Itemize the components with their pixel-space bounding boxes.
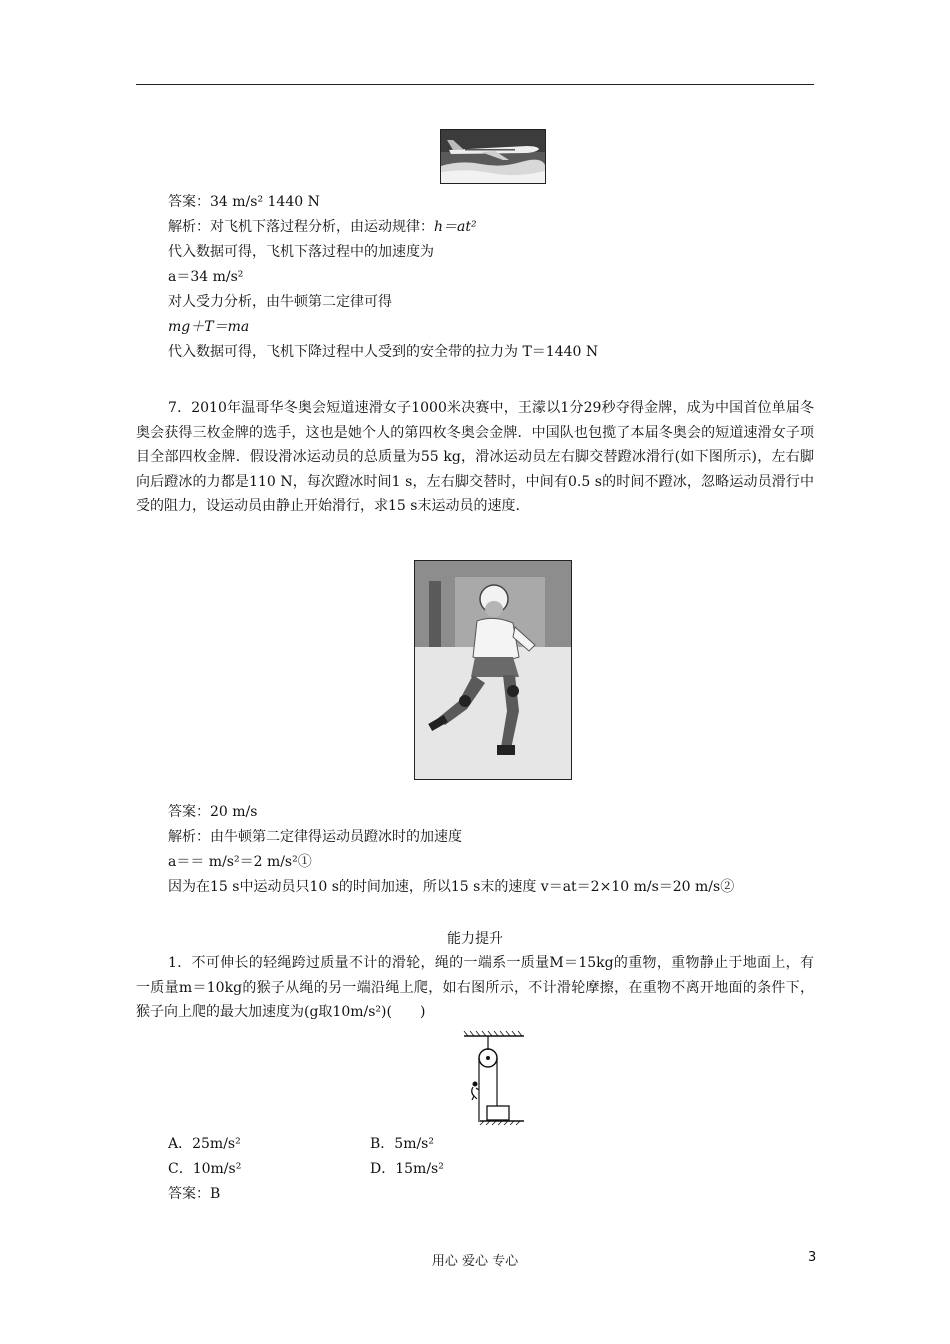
footer-text: 用心 爱心 专心 — [431, 1254, 519, 1269]
option-d: D．15m/s² — [370, 1161, 444, 1177]
q6-answer: 答案：34 m/s² 1440 N — [168, 194, 320, 210]
section-title: 能力提升 — [447, 931, 503, 947]
q6-analysis-3: a＝34 m/s² — [168, 269, 244, 285]
q6-analysis-1-text: 解析：对飞机下落过程分析，由运动规律： — [168, 219, 434, 235]
option-b: B．5m/s² — [370, 1136, 434, 1152]
q6-formula-force: mg＋T＝ma — [168, 319, 250, 335]
q6-analysis-2: 代入数据可得，飞机下落过程中的加速度为 — [168, 244, 434, 260]
q7-answer: 答案：20 m/s — [168, 804, 258, 820]
q6-analysis-5 — [168, 317, 249, 337]
page-number: 3 — [808, 1250, 817, 1265]
q7-question: 7．2010年温哥华冬奥会短道速滑女子1000米决赛中，王濛以1分29秒夺得金牌，成为中国首位单届冬奥会获得三枚金牌的选手，这也是她个人的第四枚冬奥会金牌．中国队也包揽了本届冬奥会的短道速滑女子项目全部四枚金牌．假设滑冰运动员的总质量为55 kg，滑冰运动员左右脚交替蹬冰滑行(如下图所示)，左右脚向后蹬冰的力都是110 N，每次蹬冰时间1 s，左右脚交替时，中间有0.5 s的时间不蹬冰，忽略运动员滑行中受的阻力，设运动员由静止开始滑行，求15 s末运动员的速度． — [136, 400, 814, 514]
q6-formula-h: h＝at² — [434, 219, 477, 235]
q6-analysis-1 — [168, 217, 477, 237]
q7-analysis-2: a＝＝ m/s²＝2 m/s²① — [168, 854, 312, 870]
header-rule — [136, 84, 814, 85]
p1-answer: 答案：B — [168, 1186, 221, 1202]
q6-analysis-4: 对人受力分析，由牛顿第二定律可得 — [168, 294, 392, 310]
option-c: C．10m/s² — [168, 1161, 242, 1177]
q7-analysis-1: 解析：由牛顿第二定律得运动员蹬冰时的加速度 — [168, 829, 462, 845]
p1-question: 1．不可伸长的轻绳跨过质量不计的滑轮，绳的一端系一质量M＝15kg的重物，重物静止于地面上，有一质量m＝10kg的猴子从绳的另一端沿绳上爬，如右图所示，不计滑轮摩擦，在重物不离开地面的条件下，猴子向上爬的最大加速度为(g取10m/s²)( ) — [136, 955, 814, 1020]
q6-analysis-6: 代入数据可得，飞机下降过程中人受到的安全带的拉力为 T＝1440 N — [168, 344, 599, 360]
pulley-diagram — [458, 1030, 528, 1126]
skater-image — [414, 560, 572, 780]
option-a: A．25m/s² — [168, 1136, 241, 1152]
q7-analysis-3: 因为在15 s中运动员只10 s的时间加速，所以15 s末的速度 v＝at＝2×10 m/s＝20 m/s② — [168, 879, 735, 895]
airplane-image — [440, 129, 546, 184]
